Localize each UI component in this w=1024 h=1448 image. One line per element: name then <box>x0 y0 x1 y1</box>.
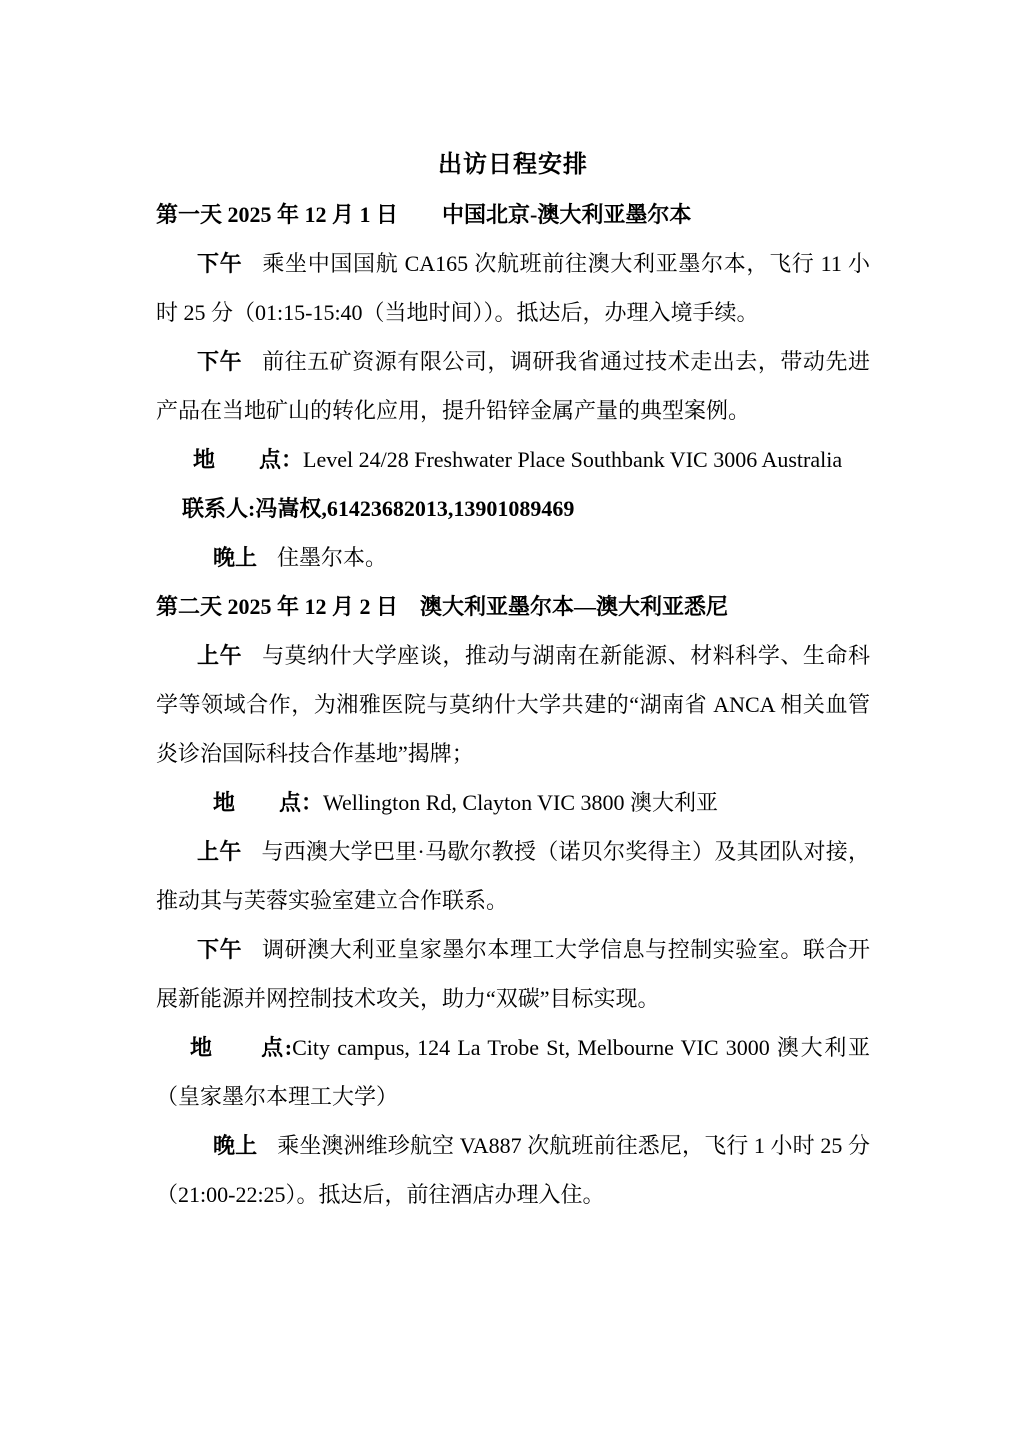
itinerary-paragraph <box>156 1121 870 1219</box>
day-heading: 第二天 2025 年 12 月 2 日 澳大利亚墨尔本—澳大利亚悉尼 <box>156 594 729 619</box>
itinerary-paragraph <box>156 631 870 778</box>
paragraph-text: 住墨尔本。 <box>277 545 388 570</box>
time-label: 下午 <box>197 349 243 374</box>
paragraph-text: 乘坐中国国航 CA165 次航班前往澳大利亚墨尔本，飞行 11 小时 25 分（01:15-15:40（当地时间））。抵达后，办理入境手续。 <box>156 251 870 325</box>
location-label: 地 点: <box>190 1035 293 1060</box>
itinerary-paragraph <box>156 533 870 582</box>
time-label: 下午 <box>197 251 243 276</box>
paragraph-text: 与西澳大学巴里·马歇尔教授（诺贝尔奖得主）及其团队对接，推动其与芙蓉实验室建立合作联系。 <box>156 839 870 913</box>
itinerary-paragraph <box>156 239 870 337</box>
document-title: 出访日程安排 <box>438 152 588 178</box>
contact-text: 冯嵩权,61423682013,13901089469 <box>255 496 575 521</box>
paragraph-text: 调研澳大利亚皇家墨尔本理工大学信息与控制实验室。联合开展新能源并网控制技术攻关，助力“双碳”目标实现。 <box>156 937 870 1011</box>
time-label: 上午 <box>197 839 242 864</box>
time-label: 晚上 <box>213 1133 258 1158</box>
location-text: Level 24/28 Freshwater Place Southbank VIC 3006 Australia <box>303 447 843 472</box>
contact-line <box>156 484 870 533</box>
location-line <box>156 778 870 827</box>
location-line <box>156 1023 870 1121</box>
day-heading: 第一天 2025 年 12 月 1 日 中国北京-澳大利亚墨尔本 <box>156 202 692 227</box>
paragraph-text: 前往五矿资源有限公司，调研我省通过技术走出去，带动先进产品在当地矿山的转化应用，提升铅锌金属产量的典型案例。 <box>156 349 870 423</box>
itinerary-paragraph <box>156 337 870 435</box>
contact-label: 联系人: <box>182 496 256 521</box>
itinerary-paragraph <box>156 827 870 925</box>
itinerary-paragraph <box>156 925 870 1023</box>
location-text: Wellington Rd, Clayton VIC 3800 澳大利亚 <box>323 790 719 815</box>
paragraph-text: 与莫纳什大学座谈，推动与湖南在新能源、材料科学、生命科学等领域合作，为湘雅医院与莫纳什大学共建的“湖南省 ANCA 相关血管炎诊治国际科技合作基地”揭牌； <box>156 643 870 766</box>
location-text: City campus, 124 La Trobe St, Melbourne VIC 3000 澳大利亚（皇家墨尔本理工大学） <box>156 1035 871 1109</box>
time-label: 下午 <box>197 937 243 962</box>
time-label: 上午 <box>197 643 243 668</box>
location-label: 地 点： <box>193 447 304 472</box>
time-label: 晚上 <box>213 545 258 570</box>
location-label: 地 点： <box>213 790 324 815</box>
location-line <box>156 435 870 484</box>
paragraph-text: 乘坐澳洲维珍航空 VA887 次航班前往悉尼，飞行 1 小时 25 分（21:00-22:25）。抵达后，前往酒店办理入住。 <box>156 1133 870 1207</box>
